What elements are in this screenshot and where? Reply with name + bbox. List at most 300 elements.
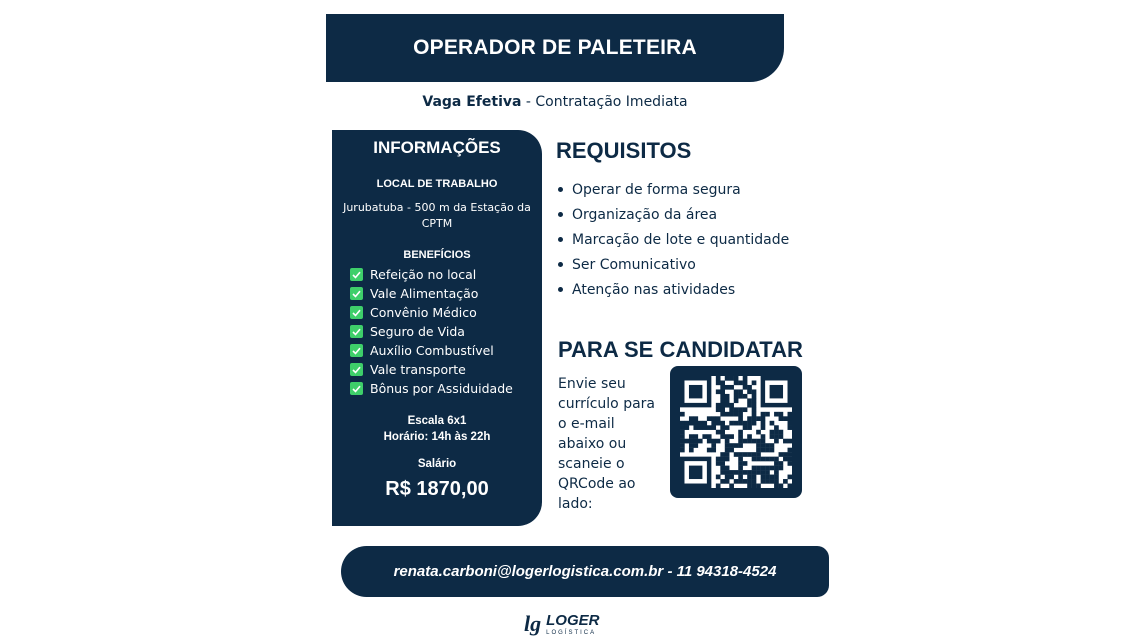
qr-module bbox=[738, 389, 743, 394]
qr-module bbox=[747, 398, 752, 403]
qr-module bbox=[729, 403, 734, 408]
qr-module bbox=[734, 376, 739, 381]
qr-module bbox=[738, 452, 743, 457]
qr-module bbox=[684, 439, 689, 444]
qr-module bbox=[743, 380, 748, 385]
qr-module bbox=[752, 394, 757, 399]
qr-module bbox=[729, 484, 734, 488]
qr-module bbox=[752, 389, 757, 394]
qr-module bbox=[716, 421, 721, 426]
qr-module bbox=[720, 380, 725, 385]
qr-module bbox=[720, 479, 725, 484]
qr-module bbox=[788, 461, 792, 466]
bullet-icon bbox=[558, 287, 563, 292]
company-logo bbox=[524, 612, 599, 640]
qr-module bbox=[747, 403, 752, 408]
qr-module bbox=[725, 394, 730, 399]
qr-module bbox=[738, 470, 743, 475]
qr-module bbox=[752, 457, 757, 462]
requirement-item bbox=[558, 202, 789, 227]
qr-module bbox=[788, 412, 792, 417]
benefit-item bbox=[350, 379, 513, 398]
bullet-icon bbox=[558, 212, 563, 217]
qr-module bbox=[693, 443, 698, 448]
bullet-icon bbox=[558, 237, 563, 242]
qr-module bbox=[725, 403, 730, 408]
qr-module bbox=[779, 484, 784, 488]
qr-module bbox=[752, 403, 757, 408]
qr-module bbox=[716, 484, 721, 488]
qr-module bbox=[774, 484, 779, 488]
qr-module bbox=[711, 421, 716, 426]
requirement-item bbox=[558, 177, 789, 202]
requirements-list bbox=[558, 177, 789, 302]
qr-module bbox=[738, 380, 743, 385]
logo-wordmark bbox=[546, 612, 599, 637]
requirement-label: Atenção nas atividades bbox=[572, 281, 736, 298]
qr-module bbox=[725, 376, 730, 381]
qr-module bbox=[774, 479, 779, 484]
qr-module bbox=[761, 479, 766, 484]
qr-module bbox=[756, 430, 761, 435]
qr-module bbox=[756, 457, 761, 462]
benefit-label: Convênio Médico bbox=[370, 305, 477, 320]
work-hours: Horário: 14h às 22h bbox=[383, 431, 491, 443]
contract-type: Vaga Efetiva bbox=[422, 94, 522, 110]
qr-module bbox=[716, 430, 721, 435]
qr-module bbox=[756, 443, 761, 448]
contact-info[interactable]: renata.carboni@logerlogistica.com.br - 11 94318-4524 bbox=[393, 563, 777, 580]
requirement-item bbox=[558, 252, 789, 277]
logo-name: LOGER bbox=[546, 612, 600, 629]
qr-module bbox=[770, 479, 775, 484]
requirement-label: Ser Comunicativo bbox=[572, 256, 696, 273]
qr-module bbox=[774, 439, 779, 444]
checkmark-icon bbox=[350, 344, 363, 357]
qr-module bbox=[743, 376, 748, 381]
benefit-item bbox=[350, 322, 513, 341]
qr-module bbox=[774, 412, 779, 417]
requirement-item bbox=[558, 227, 789, 252]
qr-module bbox=[707, 416, 712, 421]
checkmark-icon bbox=[350, 306, 363, 319]
qr-module bbox=[693, 434, 698, 439]
salary-value: R$ 1870,00 bbox=[385, 478, 489, 500]
qr-module bbox=[779, 412, 784, 417]
qr-module bbox=[734, 407, 739, 412]
qr-module bbox=[693, 425, 698, 430]
qr-module bbox=[765, 412, 770, 417]
qr-module bbox=[756, 416, 761, 421]
qr-module bbox=[752, 452, 757, 457]
qr-module bbox=[756, 484, 761, 488]
qr-module bbox=[716, 416, 721, 421]
qr-module bbox=[725, 425, 730, 430]
qr-module bbox=[734, 412, 739, 417]
qr-module bbox=[738, 416, 743, 421]
qr-finder-pattern bbox=[689, 466, 702, 479]
qr-module bbox=[743, 421, 748, 426]
qr-module bbox=[720, 461, 725, 466]
info-title: INFORMAÇÕES bbox=[373, 138, 501, 157]
qr-module bbox=[738, 439, 743, 444]
qr-module bbox=[738, 475, 743, 480]
qr-module bbox=[734, 389, 739, 394]
qr-module bbox=[747, 470, 752, 475]
qr-module bbox=[720, 452, 725, 457]
qr-module bbox=[747, 416, 752, 421]
qr-module bbox=[779, 434, 784, 439]
location-text: Jurubatuba - 500 m da Estação da CPTM bbox=[343, 201, 531, 230]
location-heading: LOCAL DE TRABALHO bbox=[376, 178, 498, 190]
qr-module bbox=[720, 407, 725, 412]
qr-module bbox=[747, 452, 752, 457]
qr-module bbox=[689, 443, 694, 448]
benefits-list bbox=[350, 265, 513, 398]
qr-module bbox=[743, 407, 748, 412]
info-panel bbox=[332, 130, 542, 526]
qr-module bbox=[788, 475, 792, 480]
qr-module bbox=[716, 403, 721, 408]
qr-module bbox=[738, 461, 743, 466]
qr-module bbox=[734, 452, 739, 457]
qr-module bbox=[725, 443, 730, 448]
qr-module bbox=[788, 452, 792, 457]
qr-module bbox=[707, 439, 712, 444]
qr-module bbox=[729, 434, 734, 439]
qr-module bbox=[747, 439, 752, 444]
checkmark-icon bbox=[350, 287, 363, 300]
qr-module bbox=[716, 439, 721, 444]
qr-module bbox=[779, 430, 784, 435]
qr-module bbox=[752, 421, 757, 426]
qr-module bbox=[761, 439, 766, 444]
qr-module bbox=[752, 479, 757, 484]
qr-module bbox=[680, 434, 685, 439]
qr-module bbox=[770, 421, 775, 426]
qr-module bbox=[720, 389, 725, 394]
qr-module bbox=[743, 394, 748, 399]
salary-heading: Salário bbox=[417, 458, 457, 470]
qr-module bbox=[752, 412, 757, 417]
benefit-item bbox=[350, 303, 513, 322]
qr-module bbox=[711, 416, 716, 421]
benefit-label: Refeição no local bbox=[370, 267, 477, 282]
qr-module bbox=[729, 412, 734, 417]
qr-module bbox=[725, 466, 730, 471]
qr-module bbox=[761, 457, 766, 462]
qr-module bbox=[788, 448, 792, 453]
qr-module bbox=[720, 403, 725, 408]
qr-module bbox=[698, 425, 703, 430]
qr-module bbox=[765, 479, 770, 484]
qr-module bbox=[734, 479, 739, 484]
qr-module bbox=[716, 407, 721, 412]
qr-module bbox=[725, 452, 730, 457]
qr-module bbox=[680, 430, 685, 435]
logo-tagline: LOGÍSTICA bbox=[546, 630, 597, 636]
qr-module bbox=[720, 394, 725, 399]
qr-module bbox=[747, 389, 752, 394]
qr-module bbox=[693, 439, 698, 444]
qr-module bbox=[747, 421, 752, 426]
qr-code-icon[interactable] bbox=[670, 366, 802, 498]
qr-module bbox=[765, 475, 770, 480]
benefit-label: Vale Alimentação bbox=[370, 286, 479, 301]
qr-module bbox=[689, 421, 694, 426]
qr-module bbox=[725, 475, 730, 480]
qr-module bbox=[680, 412, 685, 417]
qr-module bbox=[783, 457, 788, 462]
qr-module bbox=[725, 479, 730, 484]
qr-module bbox=[689, 416, 694, 421]
qr-module bbox=[711, 425, 716, 430]
qr-module bbox=[716, 461, 721, 466]
qr-module bbox=[783, 479, 788, 484]
qr-module bbox=[738, 457, 743, 462]
qr-module bbox=[788, 484, 792, 488]
qr-module bbox=[783, 416, 788, 421]
qr-module bbox=[734, 394, 739, 399]
requirement-item bbox=[558, 277, 789, 302]
qr-module bbox=[720, 470, 725, 475]
requirements-title: REQUISITOS bbox=[556, 138, 692, 163]
qr-module bbox=[680, 421, 685, 426]
qr-module bbox=[734, 421, 739, 426]
qr-module bbox=[779, 416, 784, 421]
qr-module bbox=[729, 385, 734, 390]
qr-module bbox=[774, 475, 779, 480]
benefits-heading: BENEFÍCIOS bbox=[403, 249, 471, 261]
qr-module bbox=[761, 425, 766, 430]
benefit-item bbox=[350, 265, 513, 284]
qr-module bbox=[788, 421, 792, 426]
qr-module bbox=[761, 416, 766, 421]
qr-module bbox=[743, 452, 748, 457]
qr-module bbox=[752, 470, 757, 475]
qr-module bbox=[734, 443, 739, 448]
qr-module bbox=[779, 461, 784, 466]
qr-module bbox=[729, 443, 734, 448]
requirement-label: Marcação de lote e quantidade bbox=[572, 231, 790, 248]
qr-module bbox=[779, 466, 784, 471]
benefit-item bbox=[350, 360, 513, 379]
qr-module bbox=[774, 470, 779, 475]
qr-module bbox=[756, 470, 761, 475]
qr-module bbox=[725, 457, 730, 462]
qr-module bbox=[761, 412, 766, 417]
qr-module bbox=[774, 457, 779, 462]
job-subtitle bbox=[326, 94, 784, 110]
qr-module bbox=[747, 479, 752, 484]
qr-module bbox=[752, 416, 757, 421]
qr-finder-pattern bbox=[770, 385, 783, 398]
qr-module bbox=[770, 434, 775, 439]
title-banner bbox=[326, 14, 784, 82]
qr-module bbox=[765, 466, 770, 471]
qr-module bbox=[707, 448, 712, 453]
hiring-note: - Contratação Imediata bbox=[521, 94, 688, 110]
qr-module bbox=[752, 439, 757, 444]
qr-module bbox=[684, 425, 689, 430]
qr-module bbox=[734, 398, 739, 403]
qr-module bbox=[720, 466, 725, 471]
job-title: OPERADOR DE PALETEIRA bbox=[413, 36, 697, 59]
qr-module bbox=[729, 470, 734, 475]
qr-module bbox=[716, 457, 721, 462]
qr-module bbox=[783, 452, 788, 457]
qr-module bbox=[725, 448, 730, 453]
qr-module bbox=[779, 452, 784, 457]
qr-module bbox=[770, 466, 775, 471]
qr-module bbox=[693, 416, 698, 421]
qr-module bbox=[756, 448, 761, 453]
qr-module bbox=[752, 398, 757, 403]
qr-module bbox=[738, 479, 743, 484]
qr-module bbox=[684, 421, 689, 426]
qr-module bbox=[716, 475, 721, 480]
qr-module bbox=[698, 439, 703, 444]
qr-module bbox=[720, 412, 725, 417]
qr-module bbox=[770, 448, 775, 453]
qr-module bbox=[716, 380, 721, 385]
qr-module bbox=[702, 421, 707, 426]
qr-module bbox=[752, 407, 757, 412]
apply-instructions: Envie seu currículo para o e-mail abaixo ou scaneie o QRCode ao lado: bbox=[558, 376, 656, 512]
qr-module bbox=[738, 434, 743, 439]
checkmark-icon bbox=[350, 325, 363, 338]
contact-banner bbox=[341, 546, 829, 597]
qr-module bbox=[707, 425, 712, 430]
bullet-icon bbox=[558, 187, 563, 192]
qr-module bbox=[770, 457, 775, 462]
qr-module bbox=[689, 439, 694, 444]
qr-module bbox=[788, 439, 792, 444]
qr-module bbox=[689, 434, 694, 439]
qr-module bbox=[761, 466, 766, 471]
qr-module bbox=[770, 430, 775, 435]
qr-module bbox=[756, 439, 761, 444]
qr-module bbox=[761, 470, 766, 475]
qr-module bbox=[752, 484, 757, 488]
qr-module bbox=[761, 421, 766, 426]
qr-module bbox=[788, 457, 792, 462]
qr-module bbox=[765, 448, 770, 453]
qr-finder-pattern bbox=[689, 385, 702, 398]
qr-module bbox=[747, 475, 752, 480]
qr-module bbox=[761, 434, 766, 439]
benefit-label: Bônus por Assiduidade bbox=[370, 381, 513, 396]
qr-module bbox=[725, 385, 730, 390]
qr-module bbox=[711, 443, 716, 448]
qr-module bbox=[716, 389, 721, 394]
qr-module bbox=[680, 425, 685, 430]
benefit-item bbox=[350, 341, 513, 360]
qr-module bbox=[756, 452, 761, 457]
requirement-label: Operar de forma segura bbox=[572, 181, 741, 198]
bullet-icon bbox=[558, 262, 563, 267]
qr-module bbox=[756, 466, 761, 471]
qr-module bbox=[765, 443, 770, 448]
qr-module bbox=[720, 434, 725, 439]
qr-module bbox=[734, 470, 739, 475]
qr-module bbox=[729, 407, 734, 412]
qr-code-graphic bbox=[680, 376, 792, 488]
qr-module bbox=[738, 407, 743, 412]
benefit-label: Auxílio Combustível bbox=[370, 343, 494, 358]
qr-module bbox=[725, 398, 730, 403]
qr-module bbox=[761, 443, 766, 448]
qr-module bbox=[774, 425, 779, 430]
qr-module bbox=[725, 434, 730, 439]
qr-module bbox=[689, 448, 694, 453]
qr-module bbox=[729, 376, 734, 381]
qr-module bbox=[680, 439, 685, 444]
qr-module bbox=[752, 466, 757, 471]
qr-module bbox=[743, 385, 748, 390]
benefit-item bbox=[350, 284, 513, 303]
qr-module bbox=[720, 425, 725, 430]
qr-module bbox=[729, 475, 734, 480]
qr-module bbox=[702, 434, 707, 439]
qr-module bbox=[774, 430, 779, 435]
qr-module bbox=[720, 385, 725, 390]
qr-module bbox=[747, 434, 752, 439]
checkmark-icon bbox=[350, 363, 363, 376]
qr-module bbox=[720, 457, 725, 462]
qr-module bbox=[774, 434, 779, 439]
apply-title: PARA SE CANDIDATAR bbox=[558, 337, 803, 362]
qr-module bbox=[747, 425, 752, 430]
qr-module bbox=[702, 425, 707, 430]
qr-module bbox=[783, 439, 788, 444]
qr-module bbox=[770, 475, 775, 480]
qr-module bbox=[738, 421, 743, 426]
qr-module bbox=[738, 466, 743, 471]
qr-module bbox=[738, 430, 743, 435]
qr-module bbox=[738, 443, 743, 448]
qr-module bbox=[752, 475, 757, 480]
qr-module bbox=[725, 470, 730, 475]
qr-module bbox=[716, 376, 721, 381]
qr-module bbox=[729, 448, 734, 453]
qr-module bbox=[738, 412, 743, 417]
qr-module bbox=[765, 470, 770, 475]
qr-module bbox=[680, 448, 685, 453]
qr-module bbox=[743, 470, 748, 475]
qr-module bbox=[720, 430, 725, 435]
qr-module bbox=[747, 484, 752, 488]
benefit-label: Vale transporte bbox=[370, 362, 466, 377]
qr-module bbox=[743, 425, 748, 430]
qr-module bbox=[788, 416, 792, 421]
qr-module bbox=[774, 461, 779, 466]
qr-module bbox=[680, 443, 685, 448]
benefit-label: Seguro de Vida bbox=[370, 324, 465, 339]
qr-module bbox=[770, 443, 775, 448]
qr-module bbox=[720, 398, 725, 403]
qr-module bbox=[752, 380, 757, 385]
qr-module bbox=[711, 448, 716, 453]
qr-module bbox=[698, 421, 703, 426]
qr-module bbox=[734, 380, 739, 385]
qr-module bbox=[788, 425, 792, 430]
checkmark-icon bbox=[350, 382, 363, 395]
qr-module bbox=[761, 448, 766, 453]
qr-module bbox=[743, 479, 748, 484]
qr-module bbox=[738, 394, 743, 399]
checkmark-icon bbox=[350, 268, 363, 281]
